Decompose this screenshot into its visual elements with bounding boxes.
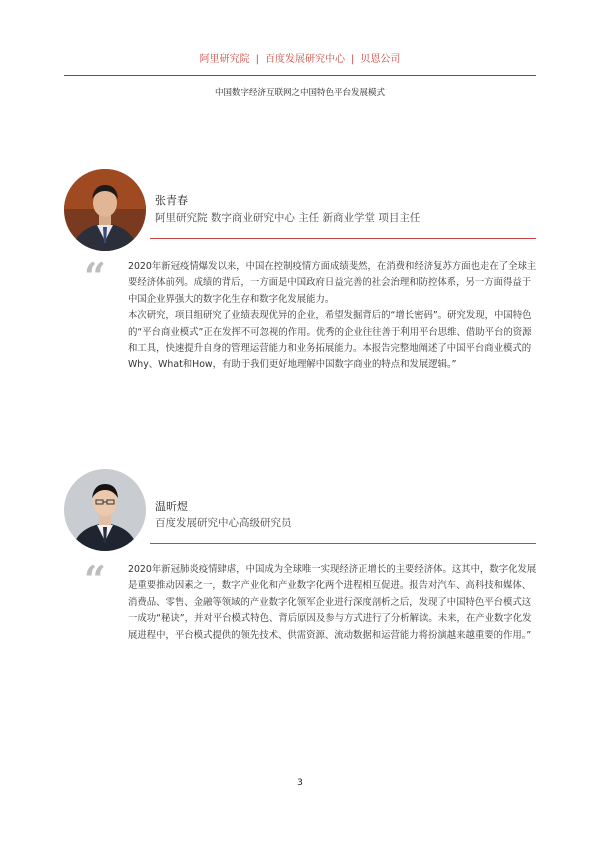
report-header — [0, 50, 600, 65]
header-org-alibaba: 阿里研究院 — [199, 54, 250, 65]
document-title: 中国数字经济互联网之中国特色平台发展模式 — [214, 88, 385, 98]
person-role: 阿里研究院 数字商业研究中心 主任 新商业学堂 项目主任 — [155, 212, 421, 224]
person-name: 张青春 — [155, 194, 188, 207]
quote-paragraph: 2020年新冠肺炎疫情肆虐，中国成为全球唯一实现经济正增长的主要经济体。这其中，数字化发展是重要推动因素之一，数字产业化和产业数字化两个进程相互促进。报告对汽车、高科技和媒体、消费品、零售、金融等领域的产业数字化领军企业进行深度剖析之后，发现了中国特色平台模式这一成功“秘诀”，并对平台模式特色、背后原因及参与方式进行了分析解读。未来，在产业数字化发展进程中，平台模式提供的领先技术、供需资源、流动数据和运营能力将扮演越来越重要的作用。” — [128, 564, 537, 641]
person-name: 温昕煜 — [155, 500, 188, 513]
avatar-zhang — [64, 169, 146, 251]
quote-mark-icon: “ — [84, 557, 106, 602]
quote-paragraph: 本次研究，项目组研究了业绩表现优异的企业，希望发掘背后的“增长密码”。研究发现，中国特色的“平台商业模式”正在发挥不可忽视的作用。优秀的企业往往善于利用平台思维、借助平台的资源和工具，快速提升自身的管理运营能力和业务拓展能力。本报告完整地阐述了中国平台商业模式的Why、What和How，有助于我们更好地理解中国数字商业的特点和发展逻辑。” — [128, 310, 532, 371]
quote-paragraph: 2020年新冠疫情爆发以来，中国在控制疫情方面成绩斐然，在消费和经济复苏方面也走在了全球主要经济体前列。成绩的背后，一方面是中国政府日益完善的社会治理和防控体系，另一方面得益于中国企业界强大的数字化生存和数字化发展能力。 — [128, 261, 537, 305]
person-divider — [150, 238, 536, 239]
page-number: 3 — [297, 778, 303, 788]
header-separator: | — [255, 54, 259, 65]
header-divider — [64, 75, 536, 76]
person-role: 百度发展研究中心高级研究员 — [155, 517, 292, 529]
header-separator: | — [351, 54, 355, 65]
header-org-baidu: 百度发展研究中心 — [265, 54, 345, 65]
quote-mark-icon: “ — [84, 254, 106, 299]
avatar-wen — [64, 469, 146, 551]
header-org-bain: 贝恩公司 — [360, 54, 401, 65]
person-quote — [128, 562, 538, 644]
person-divider — [150, 543, 536, 544]
person-quote — [128, 259, 538, 374]
